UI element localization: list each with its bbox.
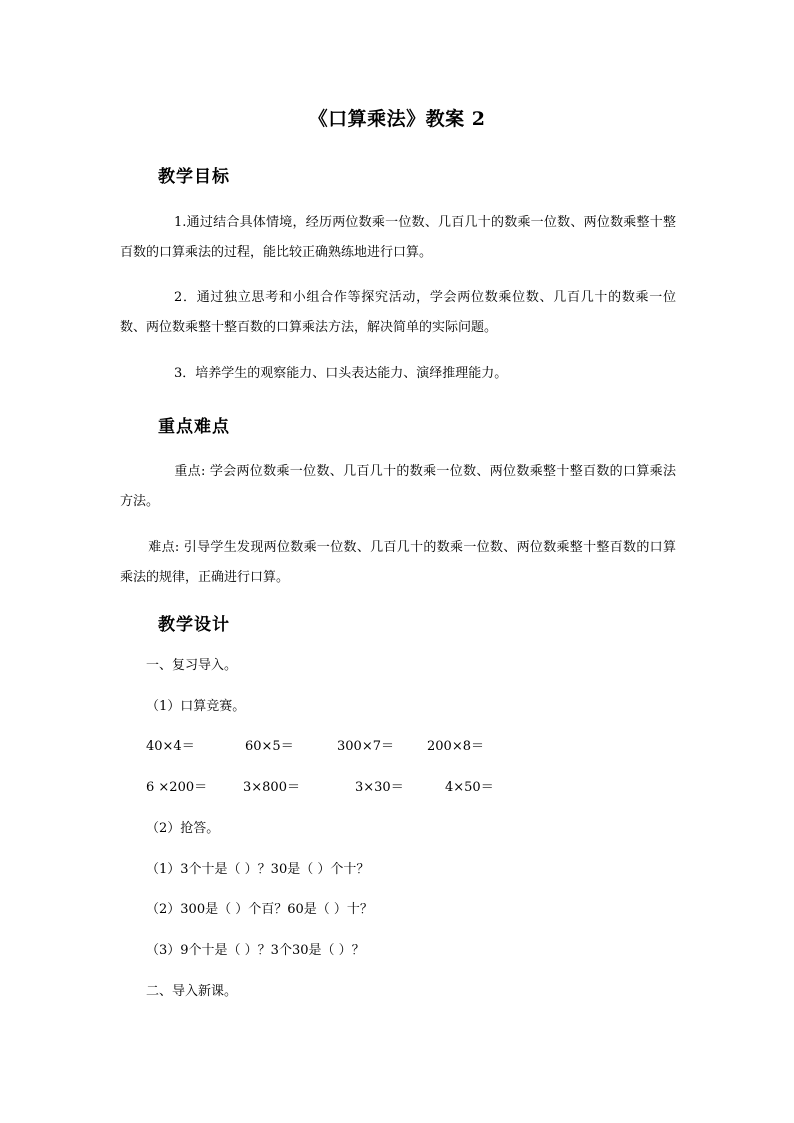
difficult-point-text-content: 难点: 引导学生发现两位数乘一位数、几百几十的数乘一位数、两位数乘整十整百数的口算乘法的规律，正确进行口算。 <box>120 540 676 585</box>
sub-quick-answer: （2）抢答。 <box>146 821 220 836</box>
key-point-text <box>120 457 676 517</box>
exercise-cell: 6 ×200＝ <box>146 780 208 795</box>
goal-item-3-text: 3．培养学生的观察能力、口头表达能力、演绎推理能力。 <box>174 366 508 381</box>
question-3: （3）9个十是（ ）？3个30是（ ）？ <box>146 943 365 958</box>
exercise-cell: 300×7＝ <box>337 739 394 754</box>
document-title: 《口算乘法》教案 2 <box>308 108 486 130</box>
exercise-cell: 3×30＝ <box>355 780 404 795</box>
heading-teaching-goals: 教学目标 <box>158 167 230 187</box>
exercise-cell: 3×800＝ <box>243 780 300 795</box>
exercise-cell: 40×4＝ <box>146 739 195 754</box>
question-1: （1）3个十是（ ）？30是（ ）个十？ <box>146 862 370 877</box>
goal-item-3 <box>120 359 676 389</box>
key-point-text-content: 重点: 学会两位数乘一位数、几百几十的数乘一位数、两位数乘整十整百数的口算乘法方法。 <box>120 464 676 509</box>
heading-teaching-design: 教学设计 <box>158 615 230 635</box>
exercise-cell: 200×8＝ <box>427 739 484 754</box>
exercise-cell: 60×5＝ <box>245 739 294 754</box>
step-review-intro: 一、复习导入。 <box>146 658 238 673</box>
goal-item-1 <box>120 208 676 268</box>
goal-item-1-text: 1.通过结合具体情境，经历两位数乘一位数、几百几十的数乘一位数、两位数乘整十整百数的口算乘法的过程，能比较正确熟练地进行口算。 <box>120 215 676 260</box>
question-2: （2）300是（ ）个百？60是（ ）十？ <box>146 902 373 917</box>
exercise-cell: 4×50＝ <box>445 780 494 795</box>
heading-key-points: 重点难点 <box>158 417 230 437</box>
difficult-point-text <box>120 533 676 593</box>
goal-item-2 <box>120 283 676 343</box>
step-new-lesson: 二、导入新课。 <box>146 984 238 999</box>
sub-oral-competition: （1）口算竞赛。 <box>146 699 246 714</box>
goal-item-2-text: 2．通过独立思考和小组合作等探究活动，学会两位数乘位数、几百几十的数乘一位数、两位数乘整十整百数的口算乘法方法，解决简单的实际问题。 <box>120 290 676 335</box>
